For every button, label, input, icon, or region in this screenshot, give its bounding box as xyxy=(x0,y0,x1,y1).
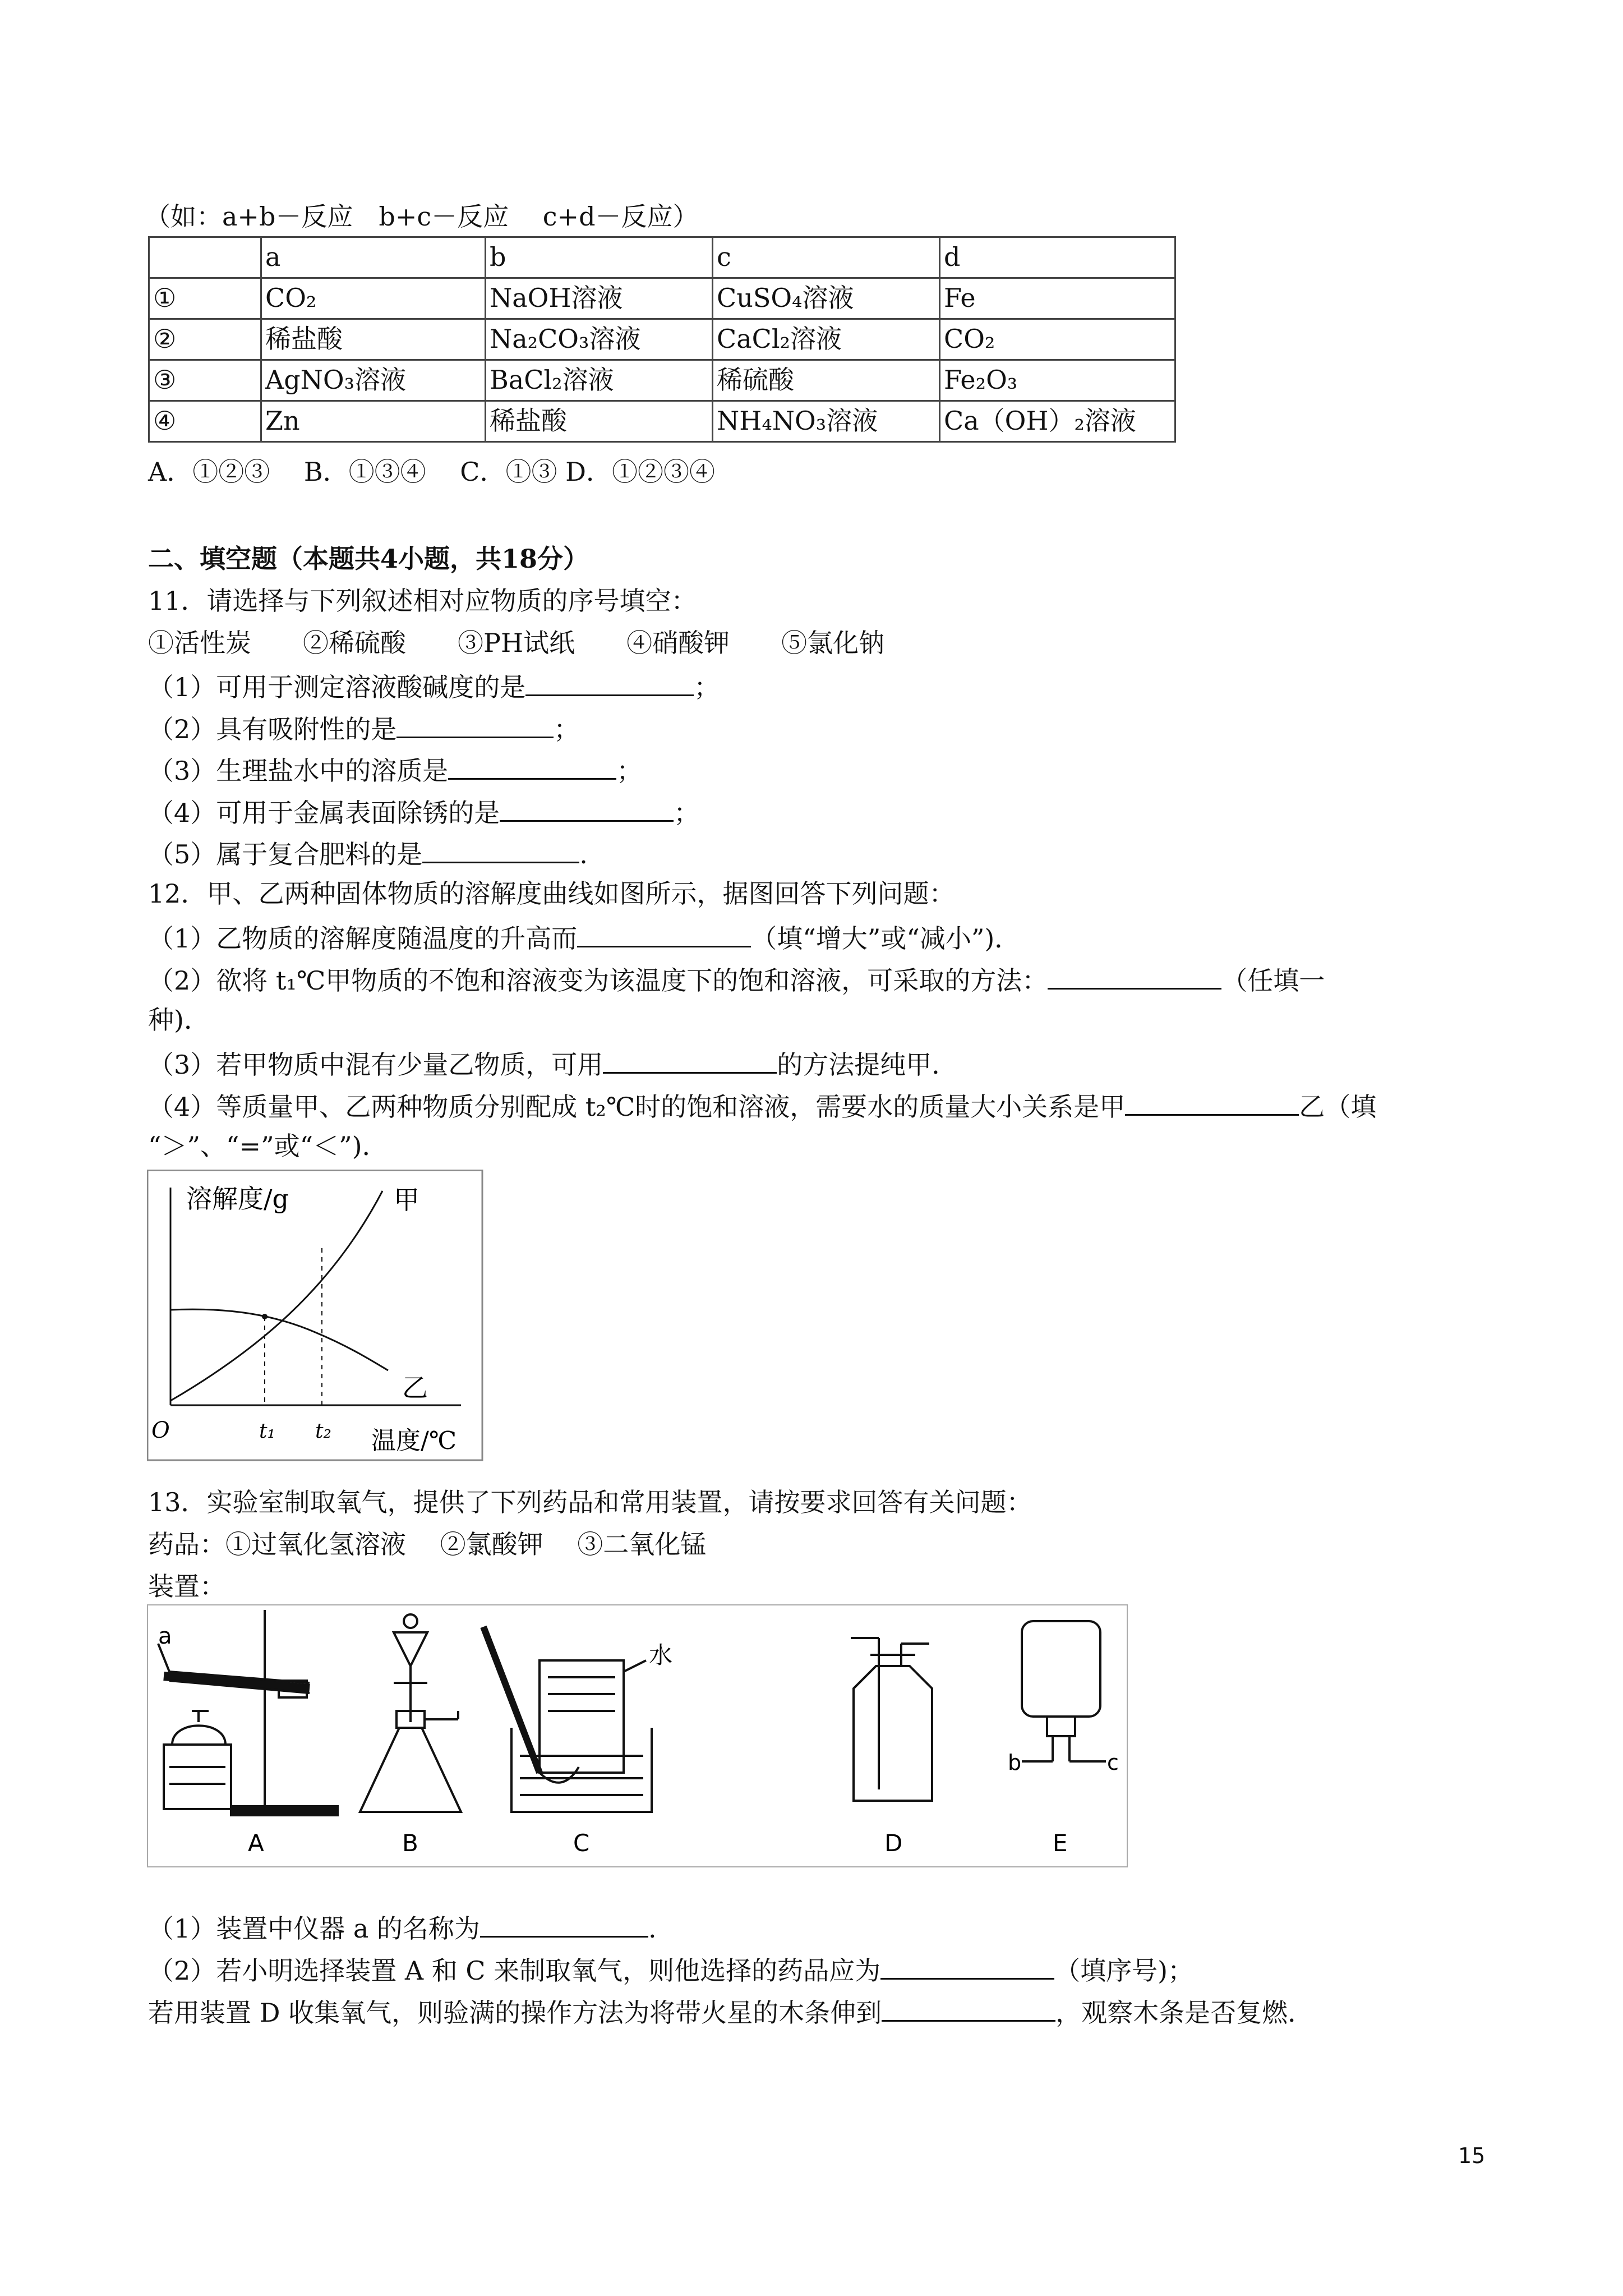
table-header-cell: c xyxy=(713,237,940,278)
apparatus-label-a: A xyxy=(248,1829,264,1857)
table-cell: CuSO₄溶液 xyxy=(713,278,940,319)
apparatus-e xyxy=(1022,1621,1106,1761)
answer-blank[interactable] xyxy=(422,836,579,863)
answer-blank[interactable] xyxy=(525,669,694,696)
port-b-label: b xyxy=(1008,1750,1022,1775)
table-cell: 稀盐酸 xyxy=(261,319,486,360)
q12-part3-text: （3）若甲物质中混有少量乙物质，可用 xyxy=(148,1050,603,1080)
table-cell: Fe xyxy=(940,278,1175,319)
answer-blank[interactable] xyxy=(1125,1088,1299,1116)
table-cell: CO₂ xyxy=(261,278,486,319)
apparatus-svg xyxy=(147,1604,1128,1868)
answer-blank[interactable] xyxy=(480,1910,648,1938)
table-header-row xyxy=(149,237,1175,278)
q10-choices: A．①②③ B．①③④ C．①③ D．①②③④ xyxy=(148,457,715,487)
table-cell: NH₄NO₃溶液 xyxy=(713,401,940,442)
q11-item-text: （3）生理盐水中的溶质是 xyxy=(148,756,449,786)
t1-label: t₁ xyxy=(259,1420,275,1443)
q11-item xyxy=(148,669,720,704)
q13-part1 xyxy=(148,1910,657,1945)
table-header-cell: d xyxy=(940,237,1175,278)
x-axis-label: 温度/℃ xyxy=(371,1427,457,1455)
table-cell: Ca（OH）₂溶液 xyxy=(940,401,1175,442)
q13-part2-hint: （填序号)； xyxy=(1054,1955,1194,1986)
answer-blank[interactable] xyxy=(500,794,674,822)
q11-item-end: ； xyxy=(674,798,700,828)
port-c-label: c xyxy=(1107,1750,1119,1775)
apparatus-label-b: B xyxy=(402,1829,418,1857)
table-cell: CaCl₂溶液 xyxy=(713,319,940,360)
answer-blank[interactable] xyxy=(880,1952,1054,1980)
q11-stem: 11．请选择与下列叙述相对应物质的序号填空： xyxy=(148,586,697,616)
table-cell: ③ xyxy=(149,360,261,401)
q13-part1-end: . xyxy=(648,1913,657,1944)
q11-item-text: （5）属于复合肥料的是 xyxy=(148,839,423,869)
apparatus-label-e: E xyxy=(1053,1829,1068,1857)
q12-part2-hint: （任填一 xyxy=(1221,965,1325,996)
q12-part4-text: （4）等质量甲、乙两种物质分别配成 t₂℃时的饱和溶液，需要水的质量大小关系是甲 xyxy=(148,1092,1126,1122)
q11-item-text: （2）具有吸附性的是 xyxy=(148,714,397,744)
answer-blank[interactable] xyxy=(882,1994,1055,2022)
table-header-cell xyxy=(149,237,261,278)
table-cell: CO₂ xyxy=(940,319,1175,360)
q12-part4 xyxy=(148,1088,1376,1124)
q13-part2-text: （2）若小明选择装置 A 和 C 来制取氧气，则他选择的药品应为 xyxy=(148,1955,881,1986)
q13-part3 xyxy=(148,1994,1313,2030)
t2-label: t₂ xyxy=(315,1420,331,1443)
page-number: 15 xyxy=(1458,2143,1486,2168)
table-row xyxy=(149,401,1175,442)
answer-blank[interactable] xyxy=(1048,962,1221,990)
table-header-cell: a xyxy=(261,237,486,278)
q11-item-text: （1）可用于测定溶液酸碱度的是 xyxy=(148,672,526,702)
q13-part2 xyxy=(148,1952,1193,1987)
table-cell: Na₂CO₃溶液 xyxy=(486,319,713,360)
q12-part2-text: （2）欲将 t₁℃甲物质的不饱和溶液变为该温度下的饱和溶液，可采取的方法： xyxy=(148,965,1048,996)
table-row xyxy=(149,360,1175,401)
q12-part2 xyxy=(148,962,1325,997)
q11-item-end: ； xyxy=(694,672,720,702)
solubility-graph xyxy=(147,1170,483,1461)
q11-item-end: ； xyxy=(554,714,580,744)
q13-device-label: 装置： xyxy=(148,1571,225,1602)
apparatus-b xyxy=(360,1614,461,1812)
answer-blank[interactable] xyxy=(577,920,751,947)
q11-item xyxy=(148,711,579,746)
q12-stem: 12．甲、乙两种固体物质的溶解度曲线如图所示，据图回答下列问题： xyxy=(148,878,955,909)
q11-item xyxy=(148,794,699,830)
origin-label: O xyxy=(151,1418,170,1443)
answer-blank[interactable] xyxy=(448,752,616,780)
q12-part1-text: （1）乙物质的溶解度随温度的升高而 xyxy=(148,923,578,954)
solubility-graph-svg xyxy=(147,1170,483,1461)
q13-part1-text: （1）装置中仪器 a 的名称为 xyxy=(148,1913,480,1944)
q11-item xyxy=(148,752,642,788)
q13-part3-text: 若用装置 D 收集氧气，则验满的操作方法为将带火星的木条伸到 xyxy=(148,1998,882,2028)
q12-part2-cont: 种)． xyxy=(148,1005,210,1035)
q12-part1 xyxy=(148,920,1020,955)
curve-yi-label: 乙 xyxy=(402,1373,428,1403)
q12-part3-tail: 的方法提纯甲． xyxy=(777,1050,958,1080)
q11-item-text: （4）可用于金属表面除锈的是 xyxy=(148,798,500,828)
apparatus-figure xyxy=(147,1604,1128,1868)
q11-item xyxy=(148,836,588,871)
table-cell: Zn xyxy=(261,401,486,442)
apparatus-label-d: D xyxy=(884,1829,903,1857)
table-cell: AgNO₃溶液 xyxy=(261,360,486,401)
table-cell: ① xyxy=(149,278,261,319)
table-cell: BaCl₂溶液 xyxy=(486,360,713,401)
q13-stem: 13．实验室制取氧气，提供了下列药品和常用装置，请按要求回答有关问题： xyxy=(148,1487,1032,1517)
apparatus-frame xyxy=(147,1605,1127,1867)
table-row xyxy=(149,319,1175,360)
q10-note: （如：a+b－反应 b+c－反应 c+d－反应） xyxy=(145,201,699,232)
reagent-table xyxy=(148,236,1176,443)
curve-yi xyxy=(170,1309,388,1370)
q12-part1-hint: （填“增大”或“减小”)． xyxy=(751,923,1021,954)
q13-drugs: 药品：①过氧化氢溶液 ②氯酸钾 ③二氧化锰 xyxy=(148,1529,707,1559)
q13-part3-tail: ，观察木条是否复燃． xyxy=(1055,1998,1314,2028)
apparatus-a xyxy=(158,1610,338,1815)
table-cell: NaOH溶液 xyxy=(486,278,713,319)
q11-item-end: ； xyxy=(616,756,643,786)
water-label: 水 xyxy=(649,1641,673,1669)
table-cell: 稀硫酸 xyxy=(713,360,940,401)
q12-part4-tail: 乙（填 xyxy=(1299,1092,1377,1122)
curve-jia-label: 甲 xyxy=(394,1185,419,1215)
table-cell: 稀盐酸 xyxy=(486,401,713,442)
section-title: 二、填空题（本题共4小题，共18分） xyxy=(148,544,589,574)
curve-jia xyxy=(170,1191,382,1401)
table-header-cell: b xyxy=(486,237,713,278)
q12-part4-cont: “＞”、“=”或“＜”)． xyxy=(148,1131,388,1161)
y-axis-label: 溶解度/g xyxy=(186,1184,289,1214)
answer-blank[interactable] xyxy=(603,1046,777,1074)
instrument-a-label: a xyxy=(158,1623,172,1649)
table-cell: ④ xyxy=(149,401,261,442)
apparatus-c xyxy=(483,1627,652,1812)
apparatus-label-c: C xyxy=(573,1829,590,1857)
q11-options: ①活性炭 ②稀硫酸 ③PH试纸 ④硝酸钾 ⑤氯化钠 xyxy=(148,628,885,658)
answer-blank[interactable] xyxy=(396,711,554,738)
q12-part3 xyxy=(148,1046,957,1082)
q11-item-end: . xyxy=(579,839,588,869)
table-cell: ② xyxy=(149,319,261,360)
apparatus-d xyxy=(851,1638,932,1801)
table-cell: Fe₂O₃ xyxy=(940,360,1175,401)
intersection-point xyxy=(262,1314,268,1319)
table-row xyxy=(149,278,1175,319)
